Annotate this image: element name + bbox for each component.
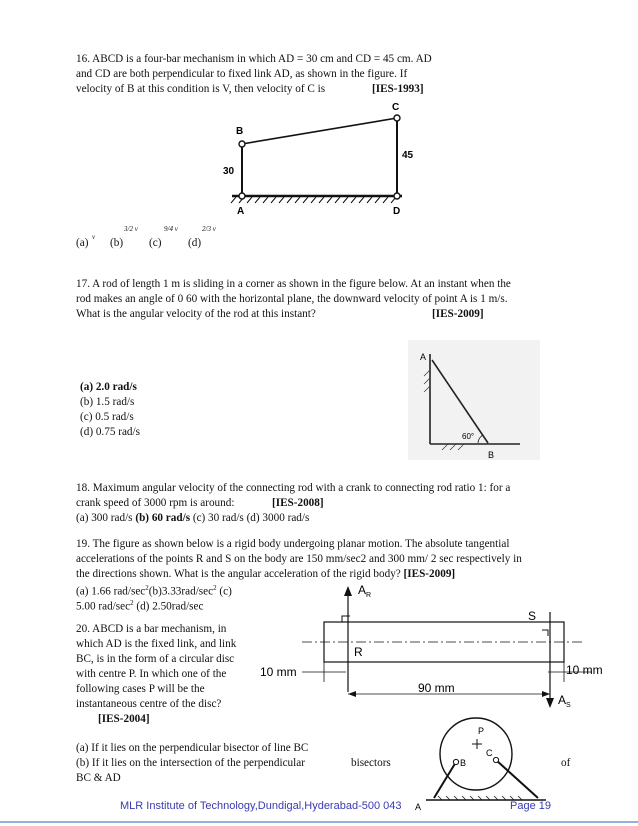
label-as: $A_S$ bbox=[558, 693, 571, 709]
label-a: A bbox=[415, 802, 422, 812]
q17-line-1: 17. A rod of length 1 m is sliding in a corner as shown in the figure below. At an instant when the bbox=[76, 278, 511, 290]
label-b: B bbox=[460, 758, 467, 768]
joint-c bbox=[493, 757, 498, 762]
q18-tag: [IES-2008] bbox=[272, 497, 324, 509]
q20-line-1: 20. ABCD is a bar mechanism, in bbox=[76, 623, 227, 635]
q19-line-2: accelerations of the points R and S on the body are 150 mm/sec2 and 300 mm/ 2 sec respectively in bbox=[76, 553, 522, 565]
q20-line-3: BC, is in the form of a circular disc bbox=[76, 653, 235, 665]
q20-line-4: with centre P. In which one of the bbox=[76, 668, 227, 680]
q18-line-2: crank speed of 3000 rpm is around: bbox=[76, 497, 235, 509]
arrow-as-head bbox=[546, 698, 554, 708]
q16-option-c-expr: 9/4 v bbox=[164, 225, 178, 233]
q20-line-5: following cases P will be the bbox=[76, 683, 205, 695]
label-cd-length: 45 bbox=[402, 150, 414, 161]
arrow-ar-head bbox=[344, 586, 352, 596]
q16-tag: [IES-1993] bbox=[372, 83, 424, 95]
q19-option-b-sup: 2 bbox=[213, 584, 217, 592]
q20-option-b-part-2: bisectors bbox=[351, 757, 391, 769]
sliding-rod-figure bbox=[408, 340, 540, 460]
joint-c bbox=[394, 115, 400, 121]
q19-tag: [IES-2009] bbox=[403, 568, 456, 580]
label-dim-mid: 90 mm bbox=[418, 681, 455, 695]
q20-line-2: which AD is the fixed link, and link bbox=[76, 638, 237, 650]
label-ar: $A_R$ bbox=[358, 583, 372, 599]
q18-option-b: (b) 60 rad/s bbox=[135, 512, 191, 524]
footer-institute: MLR Institute of Technology,Dundigal,Hyderabad-500 043 bbox=[120, 800, 402, 812]
joint-d bbox=[394, 193, 400, 199]
q16-line-3: velocity of B at this condition is V, then velocity of C is bbox=[76, 83, 326, 95]
label-ab-length: 30 bbox=[223, 166, 235, 177]
joint-b bbox=[239, 141, 245, 147]
footer-divider bbox=[0, 821, 638, 823]
floor-hatch bbox=[442, 444, 464, 450]
q17-option-c: (c) 0.5 rad/s bbox=[80, 411, 134, 423]
disc bbox=[440, 718, 512, 790]
four-bar-figure bbox=[210, 100, 430, 220]
q19-option-c-sup: 2 bbox=[130, 599, 134, 607]
q20-tag: [IES-2004] bbox=[98, 713, 150, 725]
label-dim-left: 10 mm bbox=[260, 665, 297, 679]
footer-page-number: Page 19 bbox=[510, 800, 551, 812]
q16-option-d-label: (d) bbox=[188, 237, 202, 249]
q16-option-b-label: (b) bbox=[110, 237, 124, 249]
label-a: A bbox=[237, 206, 245, 217]
joint-b bbox=[453, 759, 458, 764]
q17-option-a: (a) 2.0 rad/s bbox=[80, 381, 137, 393]
q17-line-3: What is the angular velocity of the rod at this instant? bbox=[76, 308, 316, 320]
wall-hatch bbox=[424, 370, 430, 392]
label-angle: 60° bbox=[462, 432, 475, 441]
label-b: B bbox=[236, 126, 244, 137]
q19-options-row-2 bbox=[76, 596, 203, 614]
label-dim-right: 10 mm bbox=[566, 663, 603, 677]
q16-line-1: 16. ABCD is a four-bar mechanism in which AD = 30 cm and CD = 45 cm. AD bbox=[76, 53, 432, 65]
q19-line-3 bbox=[76, 567, 455, 581]
label-s: S bbox=[528, 609, 537, 623]
label-rod-end-b: B bbox=[488, 450, 495, 460]
q20-option-b-part-1: (b) If it lies on the intersection of the perpendicular bbox=[76, 757, 305, 769]
q16-option-d-expr: 2/3 v bbox=[202, 225, 216, 233]
point-r-mark bbox=[342, 616, 350, 622]
q18-option-cd: (c) 30 rad/s (d) 3000 rad/s bbox=[192, 512, 310, 524]
q19-line-3-text: the directions shown. What is the angular acceleration of the rigid body? bbox=[76, 568, 401, 580]
label-p: P bbox=[478, 726, 485, 736]
q19-option-c: (c) bbox=[216, 585, 232, 598]
rigid-body-figure bbox=[260, 582, 622, 709]
q19-line-1: 19. The figure as shown below is a rigid body undergoing planar motion. The absolute tangential bbox=[76, 538, 510, 550]
q17-option-b: (b) 1.5 rad/s bbox=[80, 396, 135, 408]
q16-option-b-expr: 3/2 v bbox=[124, 225, 138, 233]
q18-options bbox=[76, 511, 309, 525]
angle-arc bbox=[478, 435, 483, 443]
label-c: C bbox=[392, 102, 400, 113]
link-ab bbox=[434, 762, 456, 798]
q16-option-a-label: (a) bbox=[76, 237, 89, 249]
q19-option-a-sup: 2 bbox=[145, 584, 149, 592]
q17-line-2: rod makes an angle of 0 60 with the horizontal plane, the downward velocity of point A is 1 m/s. bbox=[76, 293, 508, 305]
q20-option-b-part-4: BC & AD bbox=[76, 772, 121, 784]
label-r: R bbox=[354, 645, 363, 659]
q18-option-a: (a) 300 rad/s bbox=[76, 512, 133, 524]
q19-option-d: (d) 2.50rad/sec bbox=[133, 600, 204, 613]
q20-option-a: (a) If it lies on the perpendicular bisector of line BC bbox=[76, 742, 309, 754]
q16-option-a-expr: v bbox=[92, 233, 96, 241]
ground-hatch bbox=[231, 197, 396, 203]
q19-option-b: (b)3.33rad/sec bbox=[148, 585, 214, 598]
label-rod-end-a: A bbox=[420, 352, 427, 362]
q20-line-6: instantaneous centre of the disc? bbox=[76, 698, 222, 710]
point-s-mark bbox=[542, 630, 548, 636]
q17-option-d: (d) 0.75 rad/s bbox=[80, 426, 140, 438]
q17-tag: [IES-2009] bbox=[432, 308, 484, 320]
q19-option-c-value: 5.00 rad/sec bbox=[76, 600, 131, 613]
rod bbox=[432, 360, 488, 443]
q19-option-a: (a) 1.66 rad/sec bbox=[76, 585, 146, 598]
page-footer bbox=[0, 796, 638, 818]
q20-option-b-part-3: of bbox=[561, 757, 571, 769]
q18-line-1: 18. Maximum angular velocity of the connecting rod with a crank to connecting rod ratio 1: for a bbox=[76, 482, 511, 494]
q16-line-2: and CD are both perpendicular to fixed link AD, as shown in the figure. If bbox=[76, 68, 408, 80]
joint-a bbox=[239, 193, 245, 199]
label-d: D bbox=[393, 206, 401, 217]
link-bc bbox=[242, 118, 397, 144]
label-c: C bbox=[486, 748, 493, 758]
q16-option-c-label: (c) bbox=[149, 237, 162, 249]
